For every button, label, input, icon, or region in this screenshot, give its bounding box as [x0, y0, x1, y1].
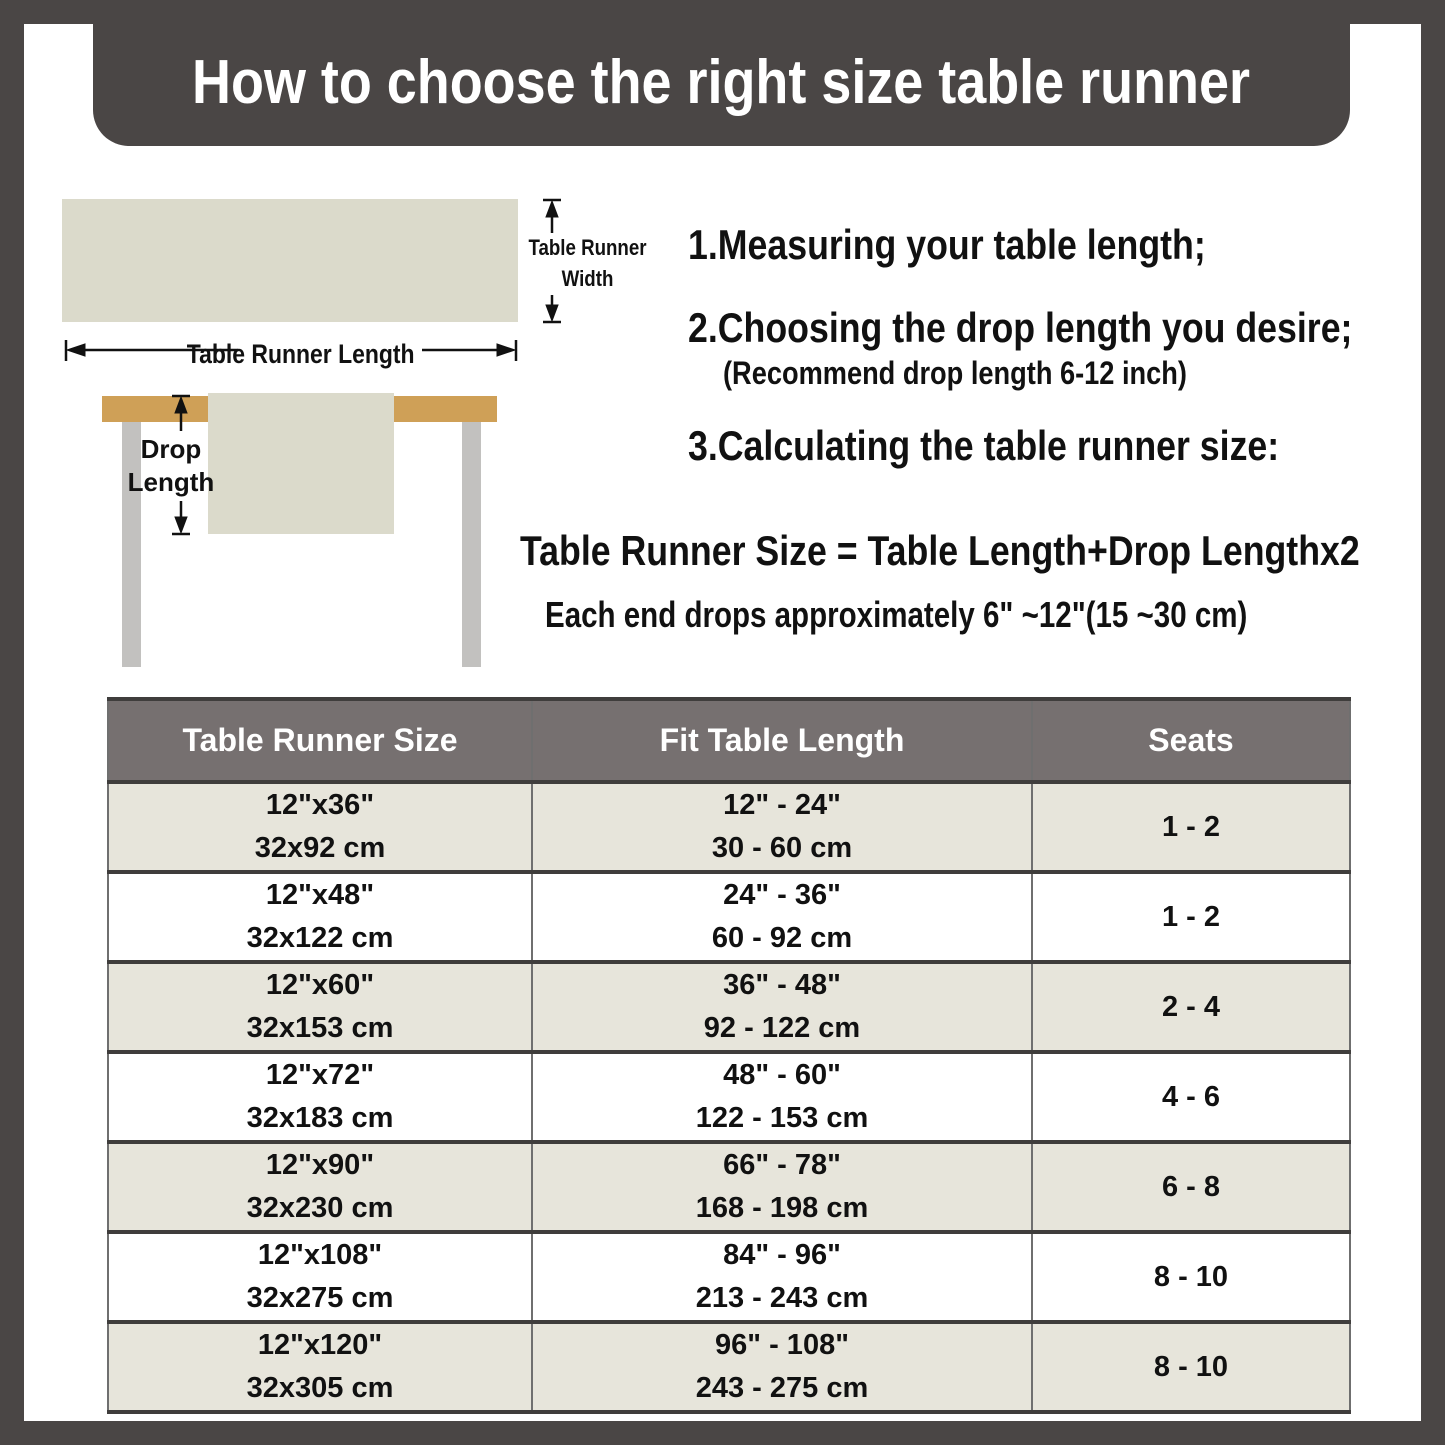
fit-length-inches: 66" - 78" [723, 1149, 841, 1181]
fit-length-cm: 168 - 198 cm [695, 1192, 869, 1224]
runner-size-cm: 32x183 cm [246, 1102, 394, 1134]
seats-value: 2 - 4 [1161, 990, 1221, 1023]
fit-length-inches: 24" - 36" [723, 879, 841, 911]
runner-size-inches: 12"x120" [257, 1329, 383, 1361]
size-table-header-row [108, 699, 1350, 782]
fit-length-cm: 30 - 60 cm [711, 832, 853, 864]
runner-size-inches: 12"x36" [265, 789, 375, 821]
fit-length-cm: 92 - 122 cm [703, 1012, 861, 1044]
formula-note: Each end drops approximately 6" ~12"(15 ~30 cm) [545, 594, 1248, 635]
drop-label [121, 433, 221, 498]
fit-length-inches: 96" - 108" [715, 1329, 849, 1361]
cell-runner-size [108, 872, 532, 962]
runner-size-cm: 32x305 cm [246, 1372, 394, 1404]
runner-size-cm: 32x153 cm [246, 1012, 394, 1044]
cell-seats [1032, 1322, 1350, 1412]
cell-fit-length [532, 782, 1032, 872]
table-row [108, 962, 1350, 1052]
width-label-line2: Width [561, 265, 614, 291]
runner-size-cm: 32x275 cm [246, 1282, 394, 1314]
cell-runner-size [108, 1052, 532, 1142]
width-label-line1: Table Runner [528, 235, 647, 260]
cell-seats [1032, 782, 1350, 872]
formula-equation: Table Runner Size = Table Length+Drop Lengthx2 [520, 527, 1360, 574]
drop-label-line2: Length [127, 466, 215, 497]
fit-length-inches: 36" - 48" [723, 969, 841, 1001]
cell-fit-length [532, 1232, 1032, 1322]
cell-runner-size [108, 1322, 532, 1412]
header-fit-length: Fit Table Length [532, 699, 1032, 782]
runner-size-inches: 12"x60" [265, 969, 375, 1001]
cell-seats [1032, 1142, 1350, 1232]
fit-length-cm: 213 - 243 cm [695, 1282, 869, 1314]
seats-value: 8 - 10 [1153, 1260, 1229, 1293]
cell-seats [1032, 1232, 1350, 1322]
fit-length-inches: 48" - 60" [723, 1059, 841, 1091]
step-1: 1.Measuring your table length; [688, 221, 1206, 268]
header-seats: Seats [1032, 699, 1350, 782]
runner-size-inches: 12"x90" [265, 1149, 375, 1181]
cell-fit-length [532, 1052, 1032, 1142]
runner-size-inches: 12"x108" [257, 1239, 383, 1271]
table-row [108, 1052, 1350, 1142]
fit-length-cm: 122 - 153 cm [695, 1102, 869, 1134]
cell-runner-size [108, 1142, 532, 1232]
seats-value: 1 - 2 [1161, 900, 1221, 933]
drop-label-line1: Drop [140, 434, 202, 464]
table-row [108, 1232, 1350, 1322]
seats-value: 1 - 2 [1161, 810, 1221, 843]
step-3: 3.Calculating the table runner size: [688, 422, 1280, 469]
fit-length-inches: 12" - 24" [723, 789, 841, 821]
cell-fit-length [532, 872, 1032, 962]
fit-length-cm: 243 - 275 cm [695, 1372, 869, 1404]
title-banner [93, 0, 1350, 146]
table-row [108, 1322, 1350, 1412]
length-label: Table Runner Length [186, 339, 415, 369]
seats-value: 4 - 6 [1161, 1080, 1221, 1113]
cell-runner-size [108, 782, 532, 872]
seats-value: 6 - 8 [1161, 1170, 1221, 1203]
cell-fit-length [532, 1142, 1032, 1232]
cell-seats [1032, 1052, 1350, 1142]
cell-runner-size [108, 1232, 532, 1322]
width-label [517, 233, 657, 295]
runner-size-cm: 32x92 cm [254, 832, 386, 864]
fit-length-cm: 60 - 92 cm [711, 922, 853, 954]
cell-seats [1032, 962, 1350, 1052]
cell-fit-length [532, 962, 1032, 1052]
runner-size-cm: 32x122 cm [246, 922, 394, 954]
cell-seats [1032, 872, 1350, 962]
seats-value: 8 - 10 [1153, 1350, 1229, 1383]
step-2-note: (Recommend drop length 6-12 inch) [723, 355, 1187, 391]
cell-runner-size [108, 962, 532, 1052]
size-table-body [108, 782, 1350, 1412]
runner-size-inches: 12"x72" [265, 1059, 375, 1091]
table-row [108, 782, 1350, 872]
table-row [108, 1142, 1350, 1232]
runner-size-inches: 12"x48" [265, 879, 375, 911]
table-row [108, 872, 1350, 962]
header-runner-size: Table Runner Size [108, 699, 532, 782]
size-table [107, 697, 1351, 1414]
step-2: 2.Choosing the drop length you desire; [688, 304, 1353, 351]
runner-size-cm: 32x230 cm [246, 1192, 394, 1224]
fit-length-inches: 84" - 96" [723, 1239, 841, 1271]
cell-fit-length [532, 1322, 1032, 1412]
page-title: How to choose the right size table runner [192, 47, 1251, 117]
